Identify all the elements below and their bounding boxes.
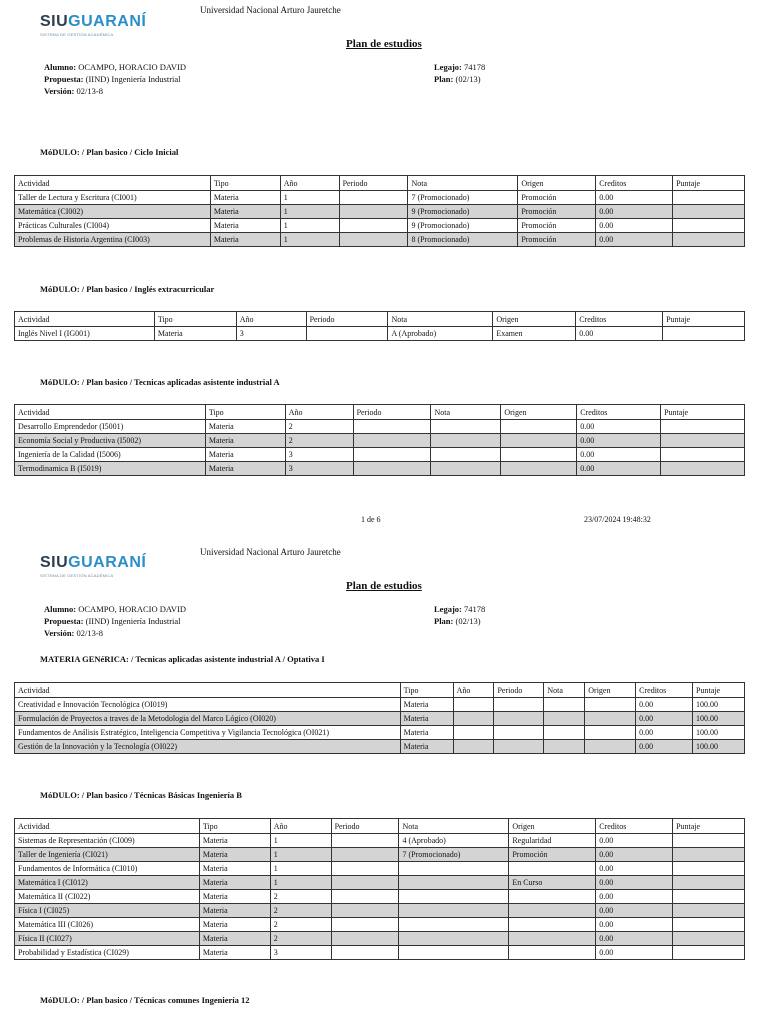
table-cell <box>673 932 745 946</box>
version-value: 02/13-8 <box>76 628 103 638</box>
column-header: Año <box>453 683 494 698</box>
table-cell: Física II (CI027) <box>15 932 200 946</box>
student-name: OCAMPO, HORACIO DAVID <box>78 604 187 614</box>
column-header: Actividad <box>15 683 401 698</box>
table-cell <box>509 862 596 876</box>
column-header: Puntaje <box>673 176 745 191</box>
column-header: Nota <box>408 176 518 191</box>
table-cell: Materia <box>210 219 280 233</box>
column-header: Puntaje <box>661 405 745 420</box>
column-header: Tipo <box>199 819 270 834</box>
table-cell <box>501 448 577 462</box>
table-row <box>15 848 745 862</box>
table-row <box>15 462 745 476</box>
table-cell <box>353 448 431 462</box>
table-cell <box>509 918 596 932</box>
table-cell: 0.00 <box>596 904 673 918</box>
table-cell: 3 <box>285 448 353 462</box>
table-cell <box>331 848 399 862</box>
table-cell: Materia <box>400 712 453 726</box>
table-cell <box>339 205 408 219</box>
table-cell: 1 <box>280 219 339 233</box>
module-table <box>14 175 745 247</box>
table-cell <box>353 462 431 476</box>
table-cell: Materia <box>210 205 280 219</box>
logo-subtitle: SISTEMA DE GESTIÓN ACADÉMICA <box>40 573 114 578</box>
column-header: Tipo <box>154 312 236 327</box>
table-cell <box>399 946 509 960</box>
table-cell <box>673 205 745 219</box>
table-cell: Examen <box>493 327 576 341</box>
table-cell: Fundamentos de Informática (CI010) <box>15 862 200 876</box>
module-table <box>14 682 745 754</box>
table-row <box>15 904 745 918</box>
table-cell: 2 <box>270 890 331 904</box>
legajo-value: 74178 <box>463 62 486 72</box>
module-title: MóDULO: / Plan basico / Inglés extracurricular <box>40 284 215 294</box>
table-row <box>15 448 745 462</box>
table-header-row <box>15 176 745 191</box>
table-cell: 1 <box>270 862 331 876</box>
table-cell: Materia <box>199 890 270 904</box>
table-cell: 0.00 <box>577 420 661 434</box>
module-title: MóDULO: / Plan basico / Técnicas comunes Ingeniería 12 <box>40 995 250 1005</box>
table-cell: Materia <box>205 434 285 448</box>
table-cell <box>399 890 509 904</box>
table-cell: En Curso <box>509 876 596 890</box>
module-title: MóDULO: / Plan basico / Tecnicas aplicadas asistente industrial A <box>40 377 280 387</box>
table-row <box>15 233 745 247</box>
table-header-row <box>15 312 745 327</box>
table-cell: Materia <box>199 946 270 960</box>
page-number: 1 de 6 <box>361 515 381 524</box>
table-row <box>15 890 745 904</box>
table-cell: 2 <box>285 420 353 434</box>
table-cell <box>585 712 636 726</box>
table-cell <box>673 862 745 876</box>
table-cell: 0.00 <box>636 740 693 754</box>
table-cell <box>353 420 431 434</box>
table-cell: 0.00 <box>577 448 661 462</box>
column-header: Tipo <box>400 683 453 698</box>
table-cell: 100.00 <box>693 712 745 726</box>
table-cell <box>331 918 399 932</box>
table-cell <box>509 904 596 918</box>
table-cell: 8 (Promocionado) <box>408 233 518 247</box>
table-cell: A (Aprobado) <box>388 327 493 341</box>
column-header: Puntaje <box>673 819 745 834</box>
column-header: Periodo <box>331 819 399 834</box>
table-cell <box>353 434 431 448</box>
table-cell: Materia <box>199 918 270 932</box>
table-cell <box>331 904 399 918</box>
table-cell: 9 (Promocionado) <box>408 205 518 219</box>
table-cell <box>331 946 399 960</box>
table-row <box>15 698 745 712</box>
table-cell: Materia <box>400 698 453 712</box>
table-cell: Desarrollo Emprendedor (I5001) <box>15 420 206 434</box>
table-cell: 1 <box>280 191 339 205</box>
table-cell: 7 (Promocionado) <box>408 191 518 205</box>
table-cell <box>663 327 745 341</box>
table-cell: 0.00 <box>596 876 673 890</box>
table-cell <box>331 862 399 876</box>
table-header-row <box>15 819 745 834</box>
table-cell <box>399 904 509 918</box>
version-value: 02/13-8 <box>76 86 103 96</box>
table-cell: Materia <box>205 420 285 434</box>
table-cell <box>399 862 509 876</box>
table-cell <box>331 890 399 904</box>
column-header: Tipo <box>210 176 280 191</box>
table-cell: 2 <box>270 932 331 946</box>
module-table <box>14 818 745 960</box>
table-cell <box>673 219 745 233</box>
table-cell: Fundamentos de Análisis Estratégico, Inteligencia Competitiva y Vigilancia Tecnológica (OI021) <box>15 726 401 740</box>
column-header: Nota <box>399 819 509 834</box>
table-cell: Ingeniería de la Calidad (I5006) <box>15 448 206 462</box>
table-cell <box>509 932 596 946</box>
table-cell: 100.00 <box>693 726 745 740</box>
table-cell: 100.00 <box>693 698 745 712</box>
column-header: Periodo <box>494 683 544 698</box>
table-row <box>15 327 745 341</box>
table-cell: Matemática II (CI022) <box>15 890 200 904</box>
table-cell <box>509 890 596 904</box>
table-cell <box>339 191 408 205</box>
table-cell: Taller de Ingeniería (CI021) <box>15 848 200 862</box>
column-header: Creditos <box>577 405 661 420</box>
table-cell <box>673 904 745 918</box>
table-cell: 1 <box>270 848 331 862</box>
table-cell: 0.00 <box>576 327 663 341</box>
table-cell: 1 <box>270 876 331 890</box>
table-cell <box>673 918 745 932</box>
table-cell <box>585 698 636 712</box>
table-cell: Promoción <box>518 191 596 205</box>
table-cell: Probabilidad y Estadística (CI029) <box>15 946 200 960</box>
table-cell: 7 (Promocionado) <box>399 848 509 862</box>
page-title: Plan de estudios <box>346 38 422 50</box>
column-header: Periodo <box>353 405 431 420</box>
table-row <box>15 740 745 754</box>
table-cell: 2 <box>285 434 353 448</box>
table-cell: 3 <box>270 946 331 960</box>
table-cell: Materia <box>199 834 270 848</box>
table-header-row <box>15 405 745 420</box>
table-cell <box>331 932 399 946</box>
table-cell <box>399 918 509 932</box>
table-cell <box>661 448 745 462</box>
column-header: Nota <box>388 312 493 327</box>
column-header: Nota <box>544 683 585 698</box>
table-row <box>15 205 745 219</box>
module-table <box>14 404 745 476</box>
column-header: Actividad <box>15 405 206 420</box>
table-cell: Física I (CI025) <box>15 904 200 918</box>
table-row <box>15 712 745 726</box>
table-cell <box>431 448 501 462</box>
table-cell: 0.00 <box>596 890 673 904</box>
table-cell: 2 <box>270 918 331 932</box>
table-row <box>15 834 745 848</box>
table-cell: 4 (Aprobado) <box>399 834 509 848</box>
table-cell: 3 <box>236 327 306 341</box>
table-cell <box>494 726 544 740</box>
plan-value: (02/13) <box>455 616 481 626</box>
program-name: (IIND) Ingeniería Industrial <box>85 74 181 84</box>
table-cell <box>501 462 577 476</box>
table-cell: Gestión de la Innovación y la Tecnología (OI022) <box>15 740 401 754</box>
table-cell: Materia <box>205 462 285 476</box>
table-cell: Formulación de Proyectos a traves de la Metodologia del Marco Lógico (OI020) <box>15 712 401 726</box>
column-header: Periodo <box>339 176 408 191</box>
column-header: Actividad <box>15 819 200 834</box>
table-cell <box>331 876 399 890</box>
table-cell: 0.00 <box>596 862 673 876</box>
table-cell <box>544 726 585 740</box>
university-name: Universidad Nacional Arturo Jauretche <box>200 5 341 15</box>
table-row <box>15 862 745 876</box>
column-header: Actividad <box>15 176 211 191</box>
column-header: Nota <box>431 405 501 420</box>
column-header: Creditos <box>576 312 663 327</box>
student-info-right: Legajo: 74178 Plan: (02/13) <box>434 604 486 626</box>
table-cell: 3 <box>285 462 353 476</box>
table-cell: Matemática III (CI026) <box>15 918 200 932</box>
table-cell <box>673 834 745 848</box>
table-cell: Materia <box>210 233 280 247</box>
column-header: Periodo <box>306 312 388 327</box>
legajo-value: 74178 <box>463 604 486 614</box>
table-cell: Inglés Nivel I (IG001) <box>15 327 155 341</box>
table-cell: Materia <box>154 327 236 341</box>
program-name: (IIND) Ingeniería Industrial <box>85 616 181 626</box>
table-cell: Promoción <box>509 848 596 862</box>
table-cell <box>673 946 745 960</box>
table-cell <box>501 420 577 434</box>
table-row <box>15 918 745 932</box>
table-cell: 0.00 <box>596 219 673 233</box>
table-cell <box>331 834 399 848</box>
table-cell <box>306 327 388 341</box>
table-cell <box>509 946 596 960</box>
table-cell <box>453 726 494 740</box>
table-cell: 0.00 <box>596 205 673 219</box>
table-cell <box>431 434 501 448</box>
table-cell: Promoción <box>518 233 596 247</box>
column-header: Tipo <box>205 405 285 420</box>
student-info-right: Legajo: 74178 Plan: (02/13) <box>434 62 486 84</box>
table-cell <box>339 233 408 247</box>
table-cell <box>431 462 501 476</box>
table-row <box>15 434 745 448</box>
table-cell <box>544 712 585 726</box>
table-cell: 1 <box>270 834 331 848</box>
table-cell <box>673 890 745 904</box>
table-cell: 0.00 <box>596 946 673 960</box>
table-cell <box>501 434 577 448</box>
table-cell: Materia <box>199 848 270 862</box>
table-cell <box>494 740 544 754</box>
column-header: Año <box>236 312 306 327</box>
table-cell <box>585 740 636 754</box>
table-row <box>15 946 745 960</box>
table-cell: Problemas de Historia Argentina (CI003) <box>15 233 211 247</box>
table-cell <box>661 434 745 448</box>
table-cell: Materia <box>199 932 270 946</box>
column-header: Año <box>280 176 339 191</box>
table-cell <box>661 462 745 476</box>
table-cell: Materia <box>210 191 280 205</box>
table-header-row <box>15 683 745 698</box>
table-row <box>15 219 745 233</box>
table-cell <box>673 233 745 247</box>
table-row <box>15 932 745 946</box>
table-cell: Regularidad <box>509 834 596 848</box>
siu-guarani-logo: SIUGUARANÍ SISTEMA DE GESTIÓN ACADÉMICA <box>40 554 147 578</box>
table-cell: 0.00 <box>596 191 673 205</box>
table-cell: 0.00 <box>596 233 673 247</box>
table-cell: 0.00 <box>636 726 693 740</box>
column-header: Origen <box>493 312 576 327</box>
table-cell: 0.00 <box>596 834 673 848</box>
table-cell <box>399 876 509 890</box>
table-cell <box>453 740 494 754</box>
table-cell <box>399 932 509 946</box>
table-row <box>15 191 745 205</box>
table-cell: Taller de Lectura y Escritura (CI001) <box>15 191 211 205</box>
table-cell <box>339 219 408 233</box>
university-name: Universidad Nacional Arturo Jauretche <box>200 547 341 557</box>
table-cell <box>673 191 745 205</box>
column-header: Creditos <box>596 176 673 191</box>
column-header: Año <box>270 819 331 834</box>
column-header: Año <box>285 405 353 420</box>
student-name: OCAMPO, HORACIO DAVID <box>78 62 187 72</box>
module-table <box>14 311 745 341</box>
table-cell: 0.00 <box>596 932 673 946</box>
module-title: MóDULO: / Plan basico / Ciclo Inicial <box>40 147 179 157</box>
table-cell <box>585 726 636 740</box>
column-header: Origen <box>509 819 596 834</box>
print-timestamp: 23/07/2024 19:48:32 <box>584 515 651 524</box>
siu-guarani-logo: SIUGUARANÍ SISTEMA DE GESTIÓN ACADÉMICA <box>40 13 147 37</box>
table-cell: 1 <box>280 205 339 219</box>
student-info-left: Alumno: OCAMPO, HORACIO DAVID Propuesta: (IIND) Ingeniería Industrial Versión: 02/13-8 <box>44 62 187 96</box>
table-cell: Materia <box>199 876 270 890</box>
column-header: Origen <box>501 405 577 420</box>
column-header: Puntaje <box>693 683 745 698</box>
table-cell: Prácticas Culturales (CI004) <box>15 219 211 233</box>
column-header: Origen <box>585 683 636 698</box>
table-cell: 0.00 <box>636 712 693 726</box>
table-cell: 2 <box>270 904 331 918</box>
table-row <box>15 726 745 740</box>
table-cell: Materia <box>205 448 285 462</box>
table-cell <box>453 712 494 726</box>
table-cell <box>673 876 745 890</box>
column-header: Origen <box>518 176 596 191</box>
table-cell: 0.00 <box>636 698 693 712</box>
table-row <box>15 420 745 434</box>
table-cell <box>453 698 494 712</box>
table-cell: 0.00 <box>596 848 673 862</box>
column-header: Puntaje <box>663 312 745 327</box>
page-title: Plan de estudios <box>346 580 422 592</box>
table-cell <box>661 420 745 434</box>
table-cell: Sistemas de Representación (CI009) <box>15 834 200 848</box>
plan-value: (02/13) <box>455 74 481 84</box>
table-cell: Promoción <box>518 205 596 219</box>
column-header: Creditos <box>596 819 673 834</box>
table-cell: 1 <box>280 233 339 247</box>
table-cell <box>673 848 745 862</box>
table-cell: 0.00 <box>596 918 673 932</box>
table-cell: Matemática I (CI012) <box>15 876 200 890</box>
table-cell: 9 (Promocionado) <box>408 219 518 233</box>
logo-subtitle: SISTEMA DE GESTIÓN ACADÉMICA <box>40 32 114 37</box>
table-row <box>15 876 745 890</box>
table-cell: Matemática (CI002) <box>15 205 211 219</box>
module-title: MATERIA GENéRICA: / Tecnicas aplicadas asistente industrial A / Optativa I <box>40 654 325 664</box>
table-cell <box>431 420 501 434</box>
table-cell: Termodinamica B (I5019) <box>15 462 206 476</box>
table-cell: Materia <box>199 904 270 918</box>
table-cell <box>544 698 585 712</box>
table-cell: Economía Social y Productiva (I5002) <box>15 434 206 448</box>
table-cell <box>544 740 585 754</box>
module-title: MóDULO: / Plan basico / Técnicas Básicas Ingeniería B <box>40 790 242 800</box>
table-cell <box>494 698 544 712</box>
student-info-left: Alumno: OCAMPO, HORACIO DAVID Propuesta: (IIND) Ingeniería Industrial Versión: 02/13-8 <box>44 604 187 638</box>
column-header: Creditos <box>636 683 693 698</box>
table-cell: Materia <box>400 740 453 754</box>
table-cell <box>494 712 544 726</box>
table-cell: Materia <box>199 862 270 876</box>
table-cell: 0.00 <box>577 462 661 476</box>
table-cell: 100.00 <box>693 740 745 754</box>
table-cell: Creatividad e Innovación Tecnológica (OI019) <box>15 698 401 712</box>
table-cell: Materia <box>400 726 453 740</box>
table-cell: 0.00 <box>577 434 661 448</box>
table-cell: Promoción <box>518 219 596 233</box>
column-header: Actividad <box>15 312 155 327</box>
